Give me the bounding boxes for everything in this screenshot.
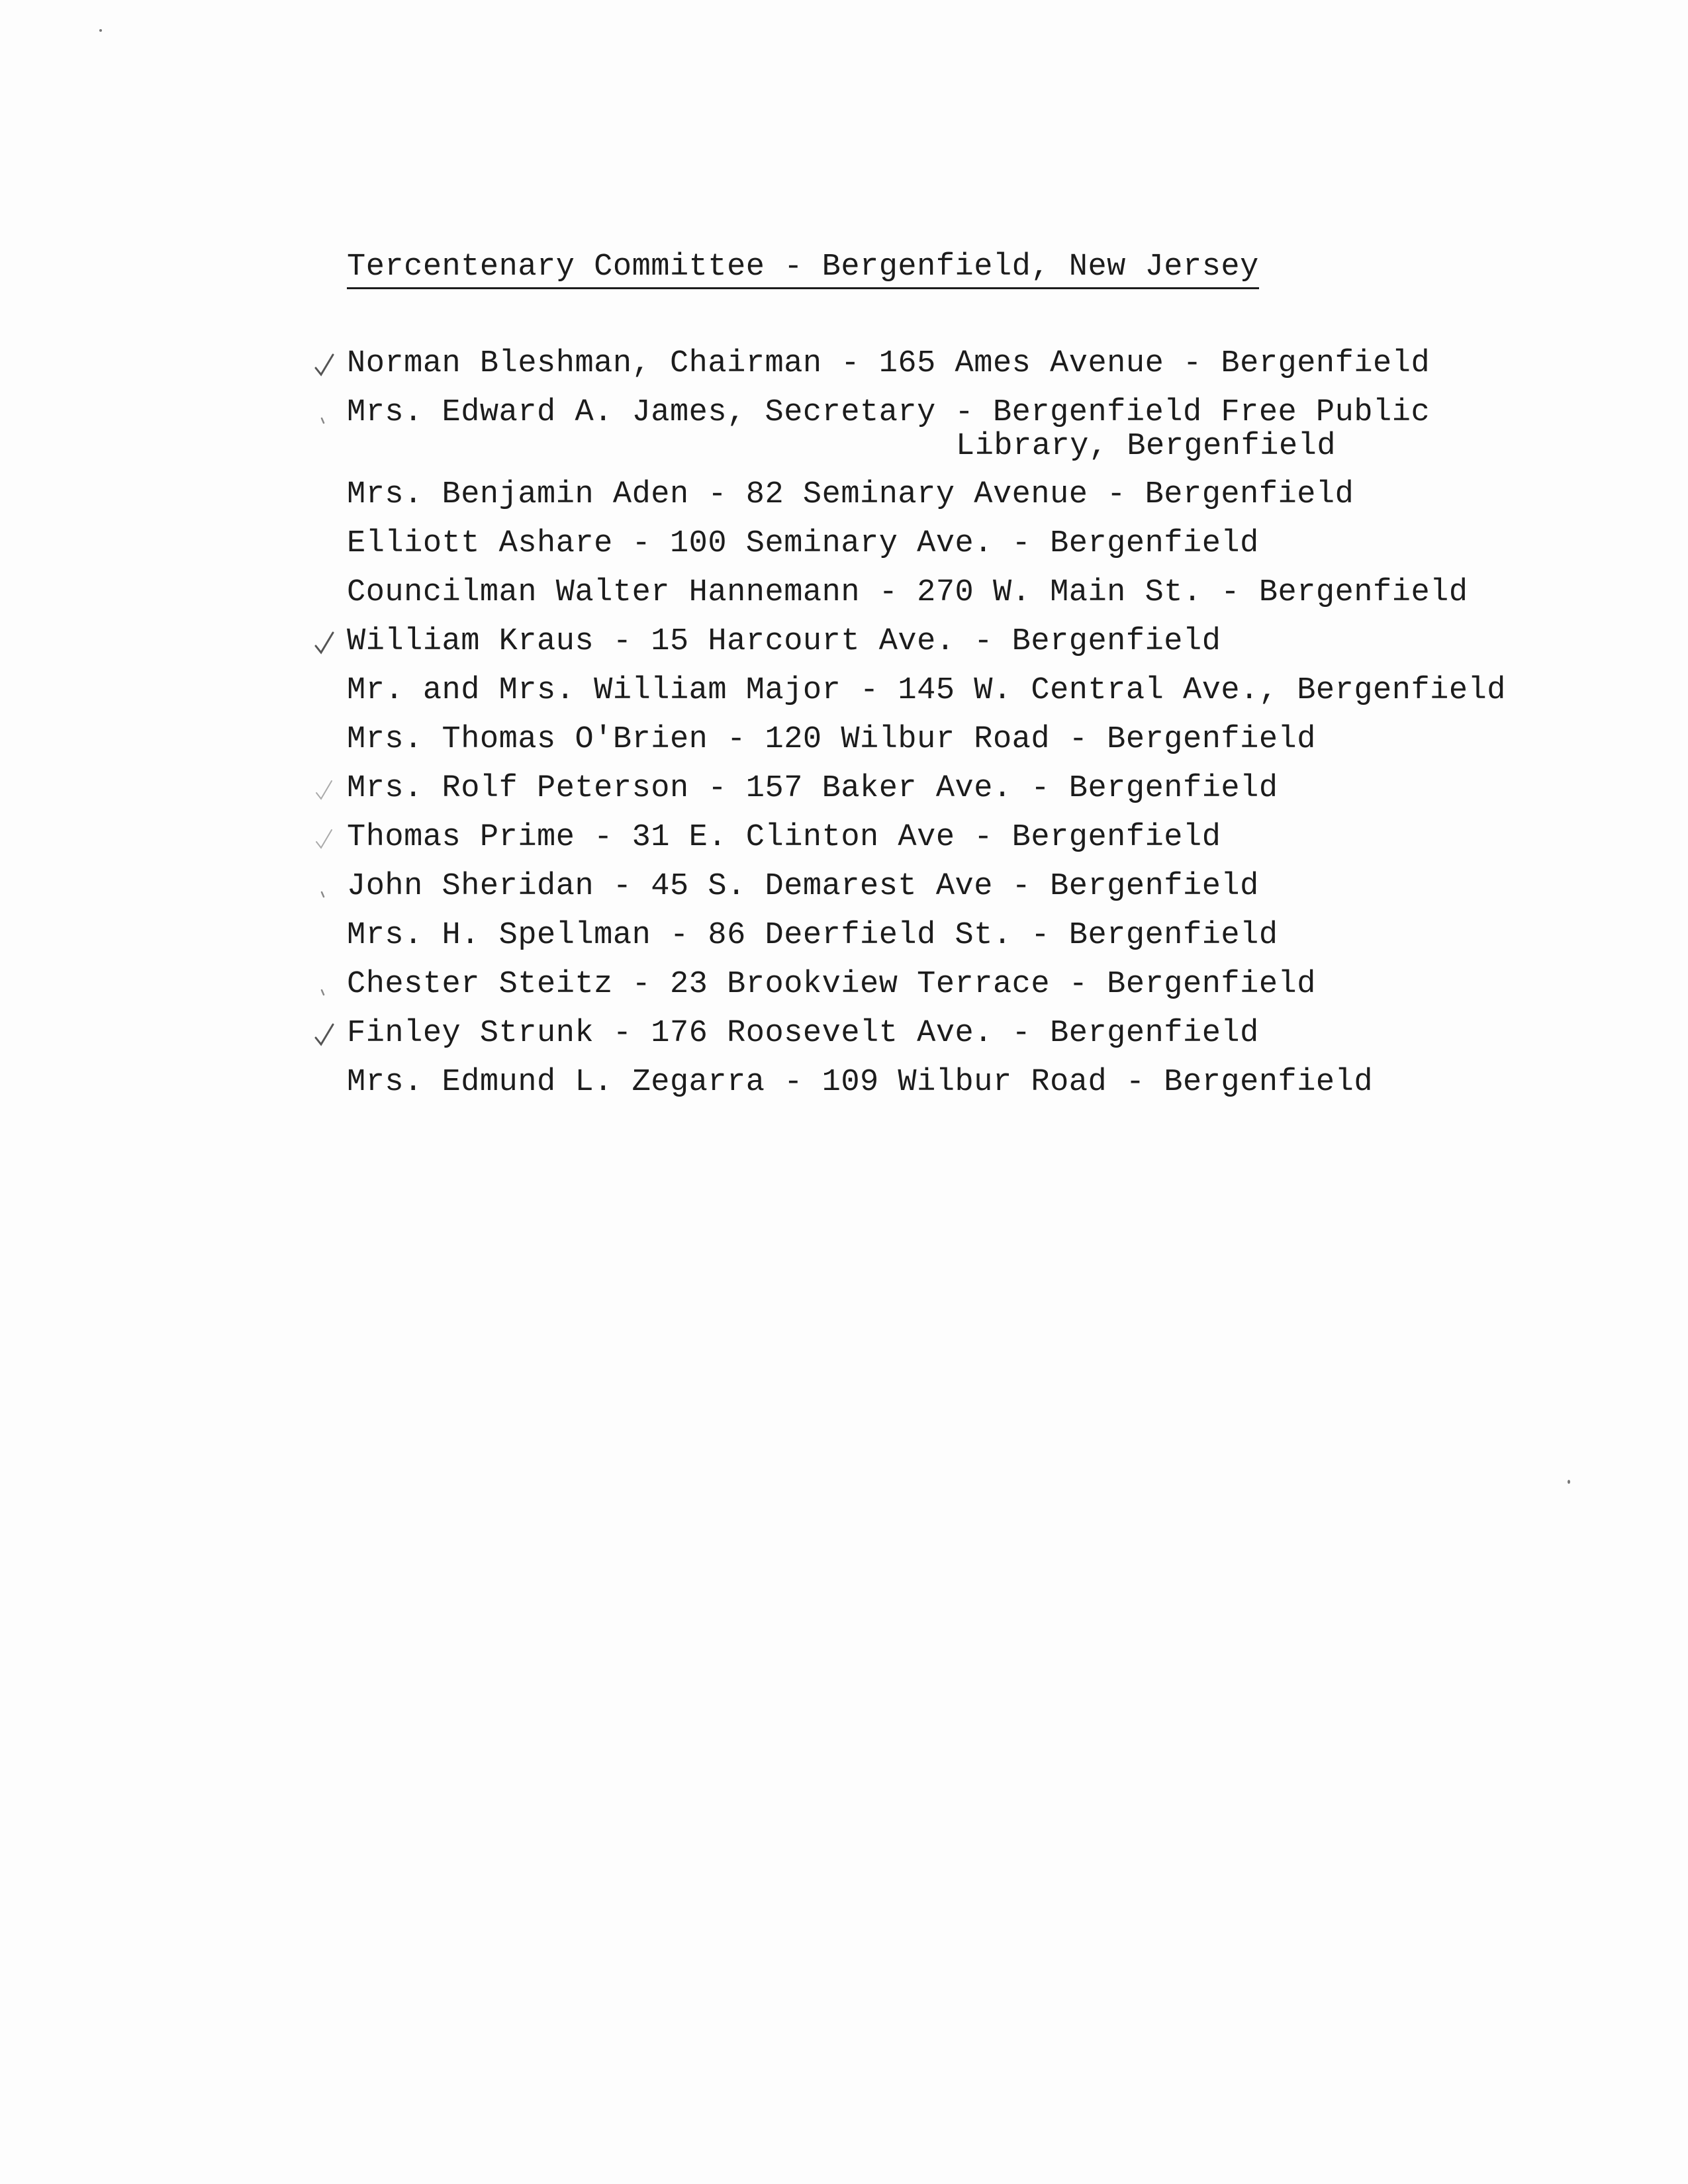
committee-entry <box>347 347 1638 381</box>
entry-continuation: Library, Bergenfield <box>956 429 1336 464</box>
committee-entry <box>347 772 1638 806</box>
checkmark-icon <box>314 352 335 379</box>
paper-speck <box>99 29 102 32</box>
committee-list <box>347 347 1638 1115</box>
entry-text: Mrs. Edmund L. Zegarra - 109 Wilbur Road - Bergenfield <box>347 1065 1374 1100</box>
entry-text: Chester Steitz - 23 Brookview Terrace - Bergenfield <box>347 967 1316 1002</box>
entry-text: Mrs. Thomas O'Brien - 120 Wilbur Road - Bergenfield <box>347 722 1316 757</box>
committee-entry <box>347 723 1638 757</box>
checkmark-icon <box>314 1022 335 1048</box>
checkmark-icon <box>314 973 335 999</box>
entry-text: Mr. and Mrs. William Major - 145 W. Central Ave., Bergenfield <box>347 673 1506 708</box>
entry-text: Mrs. Edward A. James, Secretary - Bergenfield Free Public <box>347 395 1430 430</box>
checkmark-icon <box>314 875 335 901</box>
committee-entry <box>347 576 1638 610</box>
entry-text: Norman Bleshman, Chairman - 165 Ames Avenue - Bergenfield <box>347 346 1430 381</box>
committee-entry <box>347 478 1638 512</box>
committee-entry <box>347 821 1638 855</box>
paper-speck <box>1568 1480 1570 1484</box>
committee-entry <box>347 396 1638 463</box>
entry-text: Mrs. Benjamin Aden - 82 Seminary Avenue - Bergenfield <box>347 477 1354 512</box>
committee-entry <box>347 674 1638 708</box>
entry-text: Councilman Walter Hannemann - 270 W. Main St. - Bergenfield <box>347 575 1468 610</box>
entry-text: William Kraus - 15 Harcourt Ave. - Bergenfield <box>347 624 1221 659</box>
entry-text: Finley Strunk - 176 Roosevelt Ave. - Bergenfield <box>347 1016 1259 1051</box>
entry-text: John Sheridan - 45 S. Demarest Ave - Bergenfield <box>347 869 1259 904</box>
committee-entry <box>347 870 1638 904</box>
committee-entry <box>347 1017 1638 1051</box>
entry-text: Elliott Ashare - 100 Seminary Ave. - Bergenfield <box>347 526 1259 561</box>
checkmark-icon <box>314 630 335 657</box>
checkmark-icon <box>314 777 335 803</box>
checkmark-icon <box>314 826 335 852</box>
document-title: Tercentenary Committee - Bergenfield, New Jersey <box>347 249 1259 289</box>
committee-entry <box>347 968 1638 1002</box>
committee-entry <box>347 919 1638 953</box>
committee-entry <box>347 625 1638 659</box>
entry-text: Mrs. H. Spellman - 86 Deerfield St. - Bergenfield <box>347 918 1278 953</box>
committee-entry <box>347 1066 1638 1100</box>
entry-text: Thomas Prime - 31 E. Clinton Ave - Bergenfield <box>347 820 1221 855</box>
committee-entry <box>347 527 1638 561</box>
entry-text: Mrs. Rolf Peterson - 157 Baker Ave. - Bergenfield <box>347 771 1278 806</box>
checkmark-icon <box>314 401 335 428</box>
